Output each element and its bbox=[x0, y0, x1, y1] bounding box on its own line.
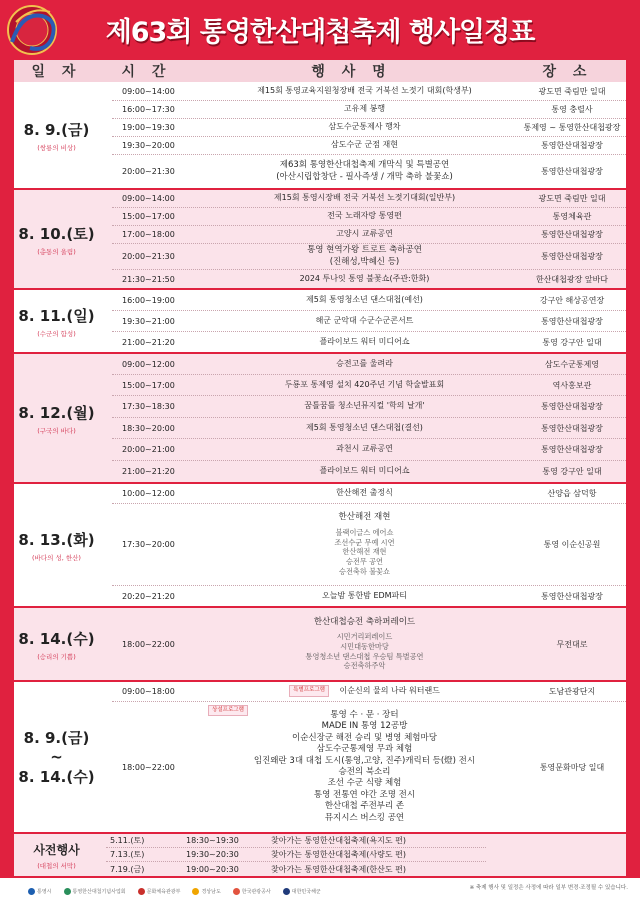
day-date: 8. 12.(월) bbox=[18, 403, 95, 422]
table-row bbox=[112, 119, 626, 137]
program-tag: 상설프로그램 bbox=[208, 705, 248, 716]
table-row bbox=[112, 682, 626, 702]
day-cell bbox=[14, 682, 99, 832]
event-subitem: 시민대동한마당 bbox=[340, 642, 389, 652]
event-subitem: 조선 수군 식량 체험 bbox=[327, 778, 402, 789]
event-subitem: 승전의 북소리 bbox=[338, 767, 391, 777]
event-date: 7.19.(금) bbox=[110, 864, 145, 874]
event-rows bbox=[112, 290, 626, 352]
event-rows bbox=[112, 354, 626, 482]
event-time: 16:00~17:30 bbox=[122, 105, 175, 114]
event-time: 21:30~21:50 bbox=[122, 274, 175, 284]
day-date: 사전행사 bbox=[33, 842, 80, 857]
event-place: 무전대로 bbox=[556, 639, 588, 649]
event-place: 통영 이순신공원 bbox=[543, 540, 601, 549]
event-title: 한산해전 재현 bbox=[338, 512, 391, 523]
event-place: 통영 충렬사 bbox=[551, 105, 593, 114]
header-place: 장 소 bbox=[542, 64, 593, 80]
table-row bbox=[112, 332, 626, 352]
table-row bbox=[106, 862, 486, 876]
event-name bbox=[207, 707, 522, 825]
event-time: 20:00~21:30 bbox=[122, 167, 175, 176]
table-row bbox=[112, 311, 626, 332]
event-time: 09:00~14:00 bbox=[122, 86, 175, 96]
table-row bbox=[112, 137, 626, 155]
table-row bbox=[112, 608, 626, 680]
event-time: 09:00~14:00 bbox=[122, 194, 175, 203]
day-cell bbox=[14, 290, 99, 352]
event-subitem: 뮤지시스 버스킹 공연 bbox=[324, 812, 405, 823]
day-date-tilde: ~ bbox=[50, 748, 63, 766]
event-subitem: 승전축하주악 bbox=[343, 661, 386, 671]
table-row bbox=[112, 226, 626, 244]
event-time: 18:30~20:00 bbox=[122, 423, 175, 433]
day-date: 8. 10.(토) bbox=[18, 224, 95, 243]
event-subitem: 임진왜란 3대 대첩 도시(통영,고양, 진주)캐릭터 등(燈) 전시 bbox=[253, 755, 476, 766]
event-place: 역사홍보관 bbox=[552, 380, 592, 390]
table-row bbox=[112, 354, 626, 375]
logo-label: 통영한산대첩기념사업회 bbox=[72, 889, 126, 895]
event-name: 고양시 교류공연 bbox=[336, 229, 393, 239]
event-date: 5.11.(토) bbox=[110, 836, 145, 845]
event-rows bbox=[112, 484, 626, 606]
event-name bbox=[207, 245, 522, 268]
gyeongnam-logo-icon bbox=[192, 888, 199, 895]
schedule-table bbox=[14, 60, 626, 876]
table-row bbox=[112, 484, 626, 504]
event-rows bbox=[112, 608, 626, 680]
day-subtitle: (대첩의 서막) bbox=[37, 861, 76, 870]
event-place: 통영한산대첩광장 bbox=[541, 230, 603, 239]
table-row bbox=[112, 190, 626, 208]
dragon-emblem-icon bbox=[2, 2, 68, 58]
event-subitem: 시민거리퍼레이드 bbox=[336, 632, 393, 642]
event-subitem: 이순신장군 해전 승리 및 병영 체험마당 bbox=[292, 732, 437, 743]
day-date: 8. 11.(일) bbox=[18, 306, 95, 325]
event-time: 19:30~20:00 bbox=[122, 141, 175, 150]
event-place: 강구안 해상공연장 bbox=[539, 295, 605, 305]
kto-logo-icon bbox=[233, 888, 240, 895]
event-detail: (아산시립합창단 - 필사즉생 / 개막 축하 불꽃쇼) bbox=[276, 171, 453, 182]
event-time: 16:00~19:00 bbox=[122, 295, 175, 305]
event-time: 21:00~21:20 bbox=[122, 337, 175, 347]
event-time: 15:00~17:00 bbox=[122, 212, 175, 221]
table-row bbox=[112, 504, 626, 586]
event-name: 한산해전 출정식 bbox=[336, 488, 393, 498]
event-name: 고유제 봉행 bbox=[343, 104, 386, 114]
day-group-aug12 bbox=[14, 354, 626, 482]
page-title: 제63회 통영한산대첩축제 행사일정표 bbox=[105, 16, 535, 48]
event-place: 광도면 죽림만 일대 bbox=[538, 194, 606, 203]
day-cell bbox=[14, 82, 99, 188]
logo-label: 통영시 bbox=[37, 889, 52, 895]
logo-mcst bbox=[138, 888, 181, 895]
table-row bbox=[112, 101, 626, 119]
event-time: 19:30~20:30 bbox=[186, 850, 239, 859]
logo-label: 대한민국해군 bbox=[291, 889, 321, 895]
footer-note: ※ 축제 행사 및 일정은 사정에 따라 일부 변경·조정될 수 있습니다. bbox=[469, 885, 628, 891]
event-place: 통영한산대첩광장 bbox=[541, 445, 603, 454]
event-time: 18:00~22:00 bbox=[122, 639, 175, 649]
event-place: 통영한산대첩광장 bbox=[541, 316, 603, 326]
event-time: 15:00~17:00 bbox=[122, 380, 175, 390]
event-date: 7.13.(토) bbox=[110, 850, 145, 859]
event-name: 찾아가는 통영한산대첩축제(사량도 편) bbox=[271, 850, 406, 859]
navy-logo-icon bbox=[283, 888, 290, 895]
logo-navy bbox=[283, 888, 321, 895]
event-time: 17:00~18:00 bbox=[122, 230, 175, 239]
event-time: 19:00~19:30 bbox=[122, 123, 175, 132]
table-row bbox=[112, 270, 626, 288]
event-rows bbox=[112, 682, 626, 832]
header-date: 일 자 bbox=[31, 64, 82, 80]
event-place: 삼도수군통제영 bbox=[544, 359, 600, 369]
event-subitem: 블랙이글스 에어쇼 bbox=[335, 527, 394, 537]
event-time: 21:00~21:20 bbox=[122, 467, 175, 476]
event-title: 제63회 통영한산대첩축제 개막식 및 특별공연 bbox=[279, 160, 450, 171]
event-name: 삼도수군 군점 재현 bbox=[331, 140, 398, 150]
event-name bbox=[207, 512, 522, 576]
event-place: 통영한산대첩광장 bbox=[541, 423, 603, 433]
program-tag: 특별프로그램 bbox=[289, 685, 329, 696]
event-subitem: MADE IN 통영 12공방 bbox=[321, 721, 408, 732]
event-place: 통영 강구안 일대 bbox=[542, 337, 602, 347]
logo-label: 한국관광공사 bbox=[241, 889, 271, 895]
event-place: 통영한산대첩광장 bbox=[541, 167, 603, 176]
event-detail: (진해성,박혜신 등) bbox=[329, 256, 400, 267]
day-date-start: 8. 9.(금) bbox=[23, 729, 90, 747]
day-group-aug14 bbox=[14, 608, 626, 680]
event-name: 과천시 교류공연 bbox=[336, 444, 393, 454]
event-time: 20:00~21:00 bbox=[122, 445, 175, 454]
event-place: 통영 강구안 일대 bbox=[542, 467, 602, 476]
event-place: 광도면 죽림만 일대 bbox=[538, 86, 606, 96]
table-row bbox=[112, 439, 626, 461]
table-row bbox=[112, 82, 626, 101]
header-event: 행 사 명 bbox=[311, 64, 392, 80]
table-row bbox=[112, 702, 626, 832]
day-subtitle: (쌍룡의 비상) bbox=[37, 143, 76, 152]
event-place: 통영문화마당 일대 bbox=[539, 762, 605, 772]
table-row bbox=[106, 834, 486, 848]
day-cell bbox=[14, 484, 99, 606]
event-time: 20:20~21:20 bbox=[122, 591, 175, 601]
event-name: 제5회 통영청소년 댄스대첩(예선) bbox=[306, 294, 423, 304]
event-subitem: 승전무 공연 bbox=[345, 557, 383, 567]
event-place: 통영한산대첩광장 bbox=[541, 591, 603, 601]
event-time: 19:30~21:00 bbox=[122, 316, 175, 326]
table-header bbox=[14, 60, 626, 82]
day-subtitle: (바다의 성, 한산) bbox=[32, 553, 81, 562]
event-name: 오늘밤 통한밤 EDM파티 bbox=[321, 590, 408, 600]
table-row bbox=[112, 461, 626, 482]
event-place: 통영한산대첩광장 bbox=[541, 141, 603, 150]
header-time: 시 간 bbox=[121, 64, 172, 80]
event-title: 이순신의 물의 나라 워터랜드 bbox=[339, 686, 440, 696]
memorial-logo-icon bbox=[64, 888, 71, 895]
day-group-aug10 bbox=[14, 190, 626, 288]
event-title: 한산대첩승전 축하퍼레이드 bbox=[313, 616, 416, 627]
pre-event-group bbox=[14, 834, 626, 876]
event-subitem: 한산해전 재현 bbox=[342, 547, 387, 557]
mcst-logo-icon bbox=[138, 888, 145, 895]
event-name: 2024 투나잇 통영 불꽃쇼(주관:한화) bbox=[299, 273, 430, 283]
event-name: 플라이보드 워터 미디어쇼 bbox=[319, 466, 410, 476]
event-place: 산양읍 삼덕항 bbox=[547, 489, 597, 498]
day-subtitle: (총통의 울림) bbox=[37, 247, 76, 256]
event-place: 통제영 ~ 통영한산대첩광장 bbox=[523, 123, 621, 132]
event-time: 17:30~20:00 bbox=[122, 540, 175, 549]
event-subitem: 삼도수군통제영 무과 체험 bbox=[316, 744, 413, 755]
day-date-end: 8. 14.(수) bbox=[18, 768, 95, 786]
tongyeong-logo-icon bbox=[28, 888, 35, 895]
event-name bbox=[207, 685, 522, 697]
table-row bbox=[112, 155, 626, 188]
day-cell bbox=[14, 834, 99, 876]
day-group-aug13 bbox=[14, 484, 626, 606]
event-name: 플라이보드 워터 미디어쇼 bbox=[319, 336, 410, 346]
day-subtitle: (구국의 바다) bbox=[37, 426, 76, 435]
page-header bbox=[0, 0, 640, 58]
table-row bbox=[112, 375, 626, 396]
event-place: 통영한산대첩광장 bbox=[541, 402, 603, 411]
event-subitem: 조선수군 무예 시연 bbox=[334, 537, 395, 547]
day-subtitle: (수군의 함성) bbox=[37, 329, 76, 338]
event-name bbox=[207, 617, 522, 671]
day-date: 8. 9.(금) bbox=[23, 120, 90, 139]
event-rows bbox=[112, 82, 626, 188]
event-name: 해군 군악대 수군수군콘서트 bbox=[315, 315, 414, 325]
event-name bbox=[207, 160, 522, 183]
event-rows bbox=[112, 190, 626, 288]
event-subitem: 승전축하 불꽃쇼 bbox=[339, 566, 390, 576]
event-name: 찾아가는 통영한산대첩축제(욕지도 편) bbox=[271, 836, 406, 845]
logo-kto bbox=[233, 888, 271, 895]
event-time: 09:00~18:00 bbox=[122, 687, 175, 696]
logo-memorial bbox=[64, 888, 126, 895]
table-row bbox=[112, 290, 626, 311]
event-time: 19:00~20:30 bbox=[186, 864, 239, 874]
table-row bbox=[112, 396, 626, 418]
event-place: 통영한산대첩광장 bbox=[541, 252, 603, 261]
table-row bbox=[112, 244, 626, 270]
day-cell bbox=[14, 190, 99, 288]
event-time: 18:30~19:30 bbox=[186, 836, 239, 845]
event-name: 꿈틀꿈틀 청소년뮤지컬 '학의 날개' bbox=[304, 401, 425, 411]
day-date: 8. 14.(수) bbox=[18, 629, 95, 648]
day-group-aug9 bbox=[14, 82, 626, 188]
table-row bbox=[112, 208, 626, 226]
event-place: 도남관광단지 bbox=[548, 687, 596, 696]
event-title: 통영 현역가왕 트로트 축하공연 bbox=[307, 245, 422, 256]
table-row bbox=[112, 586, 626, 606]
event-name: 삼도수군통제사 행차 bbox=[328, 122, 401, 132]
logo-gyeongnam bbox=[192, 888, 220, 895]
event-place: 한산대첩광장 앞바다 bbox=[535, 274, 609, 284]
event-subitem: 통영 수 · 문 · 장터 bbox=[330, 709, 399, 720]
day-subtitle: (승리의 기쁨) bbox=[37, 652, 76, 661]
day-cell bbox=[14, 354, 99, 482]
event-time: 20:00~21:30 bbox=[122, 252, 175, 261]
day-cell bbox=[14, 608, 99, 680]
event-name: 승전고를 울려라 bbox=[336, 358, 393, 368]
event-subitem: 통영청소년 댄스대첩 우승팀 특별공연 bbox=[305, 651, 424, 661]
logo-label: 경상남도 bbox=[201, 889, 221, 895]
logo-tongyeong bbox=[28, 888, 52, 895]
event-name: 두룡포 통제영 설치 420주년 기념 학술발표회 bbox=[284, 379, 445, 389]
logo-label: 문화체육관광부 bbox=[146, 889, 181, 895]
event-name: 제5회 통영청소년 댄스대첩(결선) bbox=[306, 422, 423, 432]
event-subitem: 통영 전통연 야간 조명 전시 bbox=[313, 789, 416, 800]
table-row bbox=[112, 418, 626, 439]
event-name: 전국 노래자랑 통영편 bbox=[327, 211, 402, 221]
event-time: 09:00~12:00 bbox=[122, 359, 175, 369]
day-group-aug11 bbox=[14, 290, 626, 352]
event-name: 제15회 통영교육지원청장배 전국 거북선 노젓기 대회(학생부) bbox=[257, 85, 472, 95]
event-subitem: 한산대첩 주전부리 존 bbox=[324, 801, 405, 812]
day-date: 8. 13.(화) bbox=[18, 530, 95, 549]
event-time: 10:00~12:00 bbox=[122, 489, 175, 498]
event-name: 찾아가는 통영한산대첩축제(한산도 편) bbox=[271, 864, 406, 874]
event-place: 통영체육관 bbox=[552, 212, 592, 221]
event-time: 17:30~18:30 bbox=[122, 402, 175, 411]
table-row bbox=[106, 848, 486, 862]
event-name: 제15회 통영시장배 전국 거북선 노젓기대회(일반부) bbox=[273, 193, 456, 203]
event-rows bbox=[106, 834, 486, 876]
event-time: 18:00~22:00 bbox=[122, 762, 175, 772]
day-group-aug9-14 bbox=[14, 682, 626, 832]
